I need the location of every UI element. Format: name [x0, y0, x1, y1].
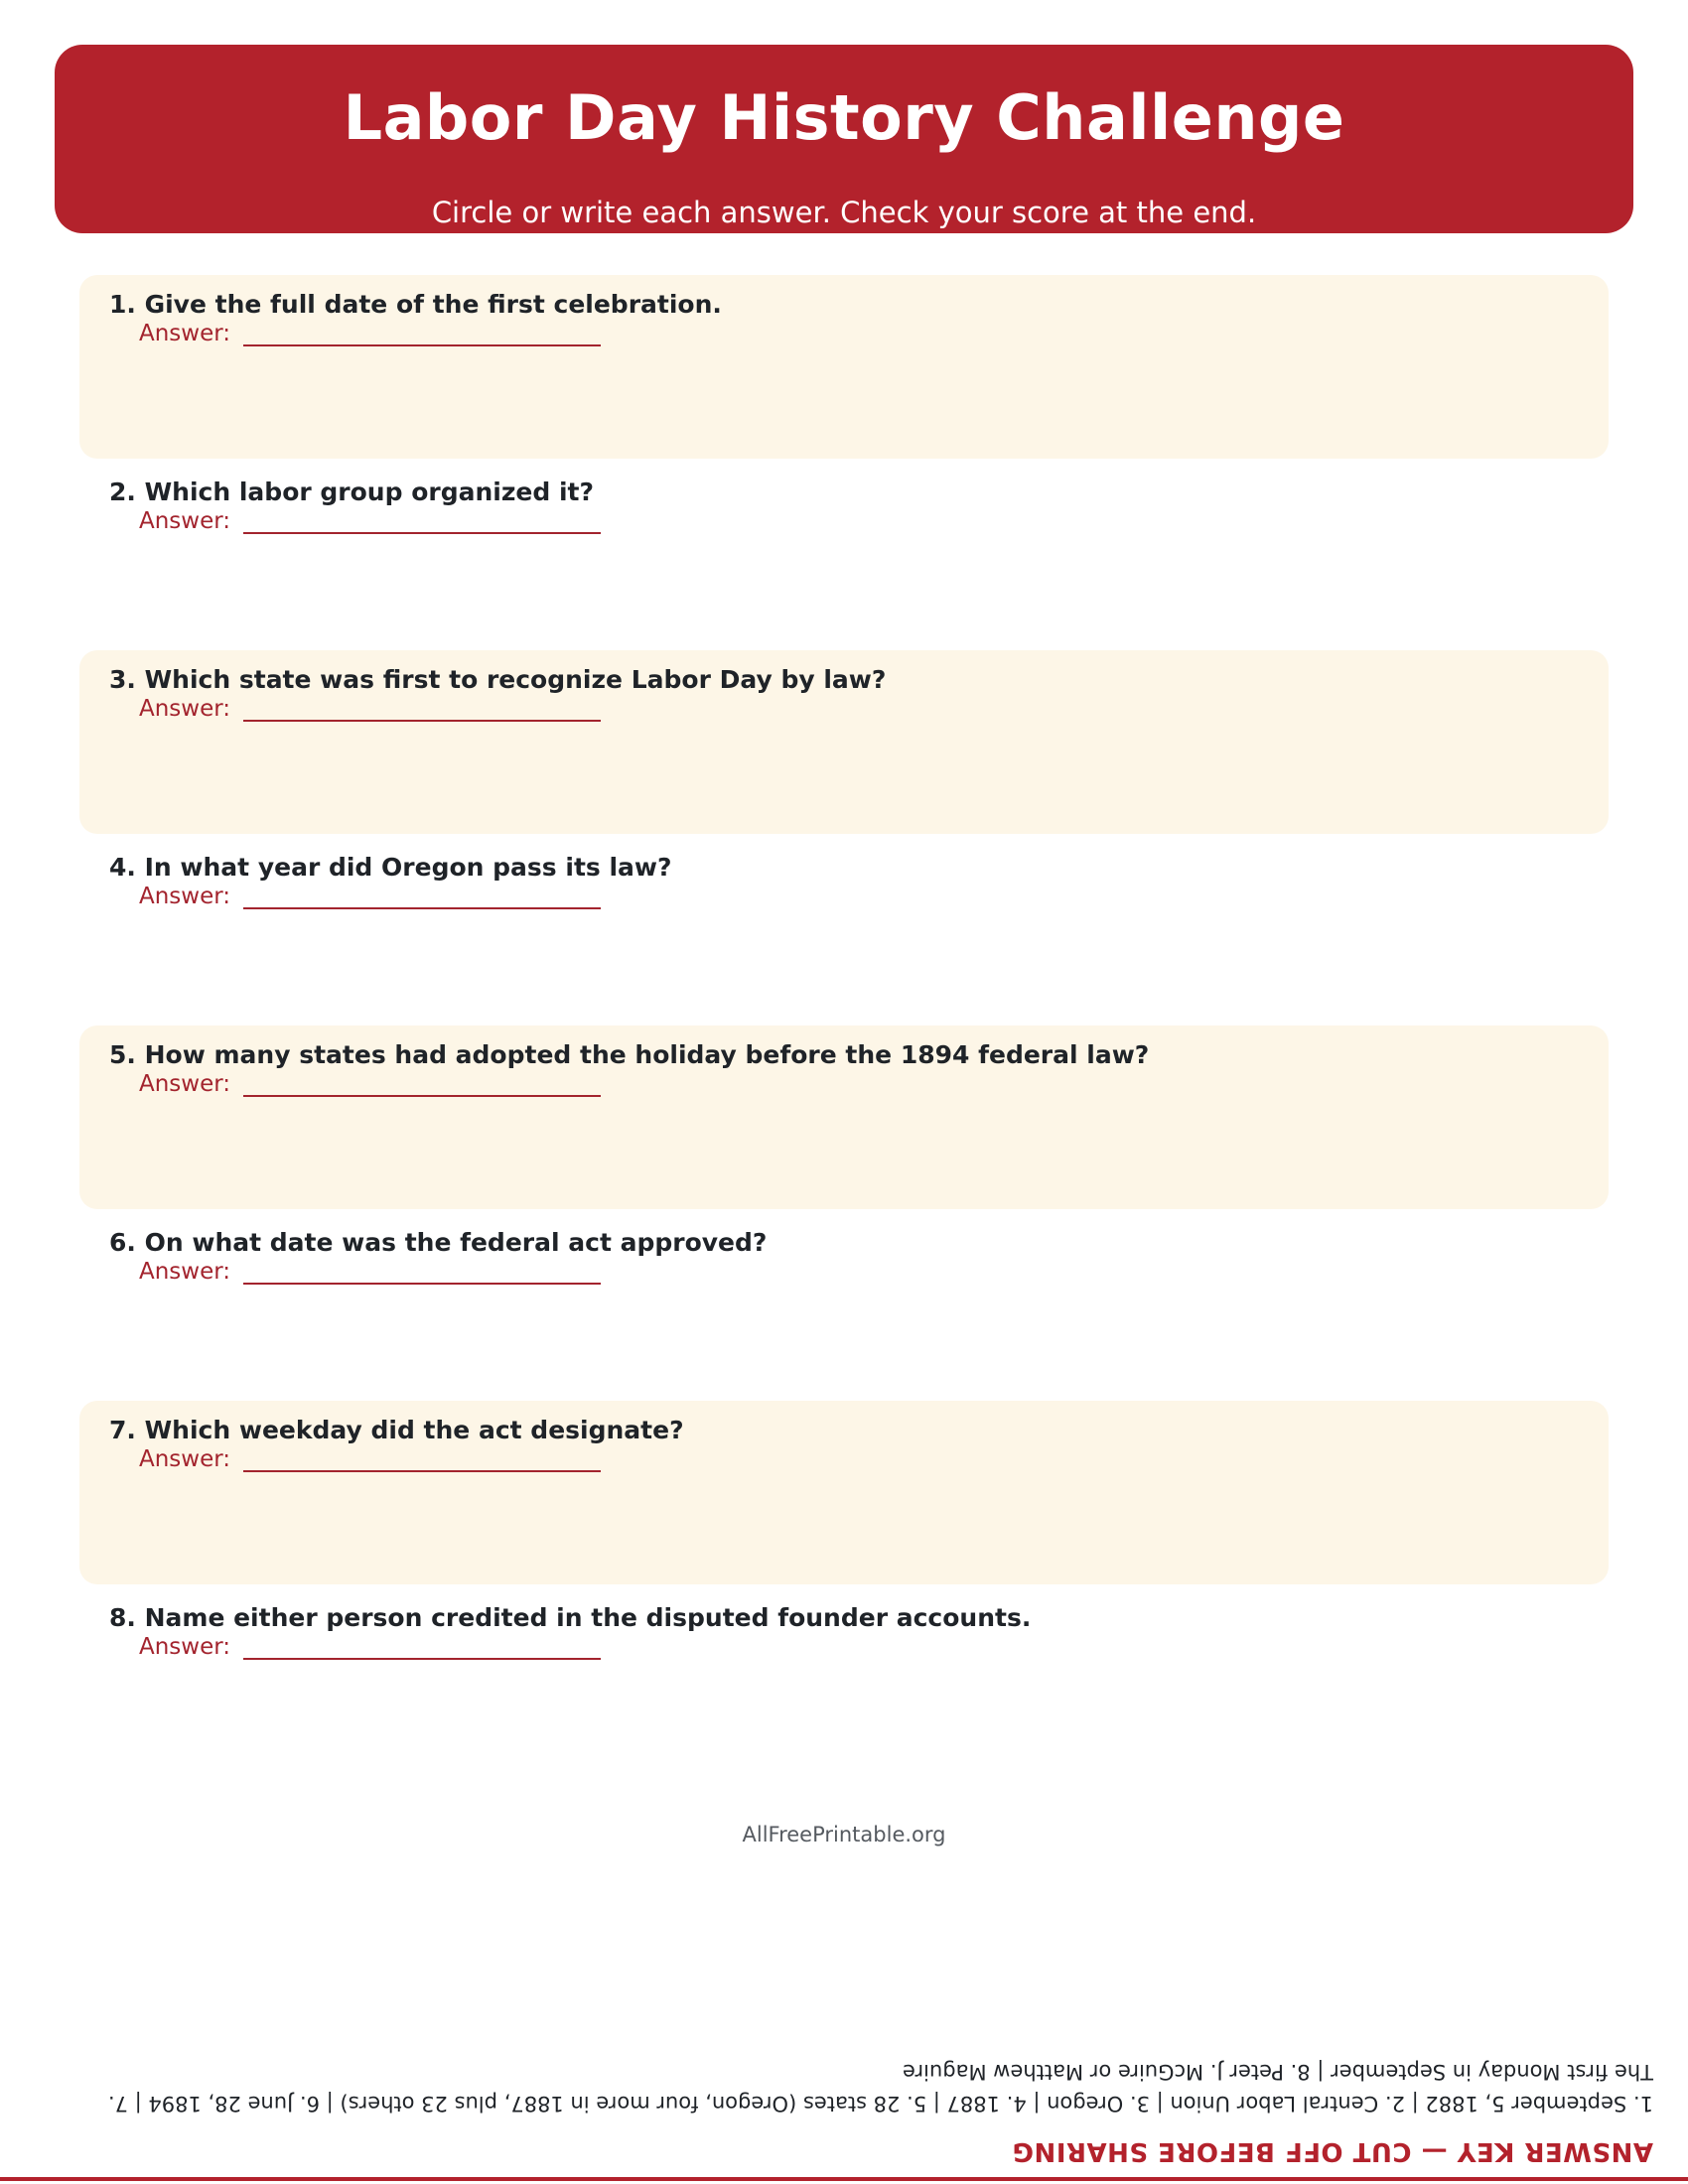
page-title: Labor Day History Challenge	[343, 81, 1345, 154]
answer-label: Answer:	[139, 1071, 231, 1097]
answer-label: Answer:	[139, 321, 231, 346]
question-text: 4. In what year did Oregon pass its law?	[109, 853, 672, 882]
question-list	[79, 275, 1609, 1776]
question-block-6	[79, 1213, 1609, 1397]
answer-line[interactable]	[243, 532, 601, 534]
answer-key	[79, 2005, 1653, 2169]
answer-line[interactable]	[243, 1658, 601, 1660]
question-text: 1. Give the full date of the first celebration.	[109, 290, 722, 319]
answer-label: Answer:	[139, 508, 231, 534]
answer-label: Answer:	[139, 884, 231, 909]
page-subtitle: Circle or write each answer. Check your score at the end.	[431, 196, 1257, 229]
question-text: 7. Which weekday did the act designate?	[109, 1416, 684, 1444]
answer-key-text: 1. September 5, 1882 | 2. Central Labor Union | 3. Oregon | 4. 1887 | 5. 28 states (Oregon, four more in 1887, plus 23 others) | 6. June 28, 1894 | 7. The first Monday in September | 8. Peter J. McGuire or Matthew Maguire	[107, 2060, 1653, 2116]
question-block-7	[79, 1401, 1609, 1584]
answer-label: Answer:	[139, 1259, 231, 1285]
question-text: 5. How many states had adopted the holiday before the 1894 federal law?	[109, 1040, 1150, 1069]
footer-site-credit: AllFreePrintable.org	[742, 1823, 946, 1846]
question-block-1	[79, 275, 1609, 459]
question-block-8	[79, 1588, 1609, 1772]
answer-label: Answer:	[139, 1446, 231, 1472]
answer-line[interactable]	[243, 907, 601, 909]
question-block-3	[79, 650, 1609, 834]
answer-label: Answer:	[139, 1634, 231, 1660]
answer-line[interactable]	[243, 1283, 601, 1285]
answer-line[interactable]	[243, 720, 601, 722]
answer-line[interactable]	[243, 344, 601, 346]
question-text: 2. Which labor group organized it?	[109, 478, 594, 506]
cut-line-divider	[0, 2177, 1688, 2181]
answer-label: Answer:	[139, 696, 231, 722]
answer-line[interactable]	[243, 1470, 601, 1472]
answer-line[interactable]	[243, 1095, 601, 1097]
question-text: 6. On what date was the federal act approved?	[109, 1228, 768, 1257]
answer-key-title: ANSWER KEY — CUT OFF BEFORE SHARING	[1012, 2136, 1653, 2166]
header-banner	[55, 45, 1633, 233]
question-block-2	[79, 463, 1609, 646]
question-block-4	[79, 838, 1609, 1022]
question-text: 8. Name either person credited in the disputed founder accounts.	[109, 1603, 1032, 1632]
question-text: 3. Which state was first to recognize Labor Day by law?	[109, 665, 887, 694]
question-block-5	[79, 1025, 1609, 1209]
